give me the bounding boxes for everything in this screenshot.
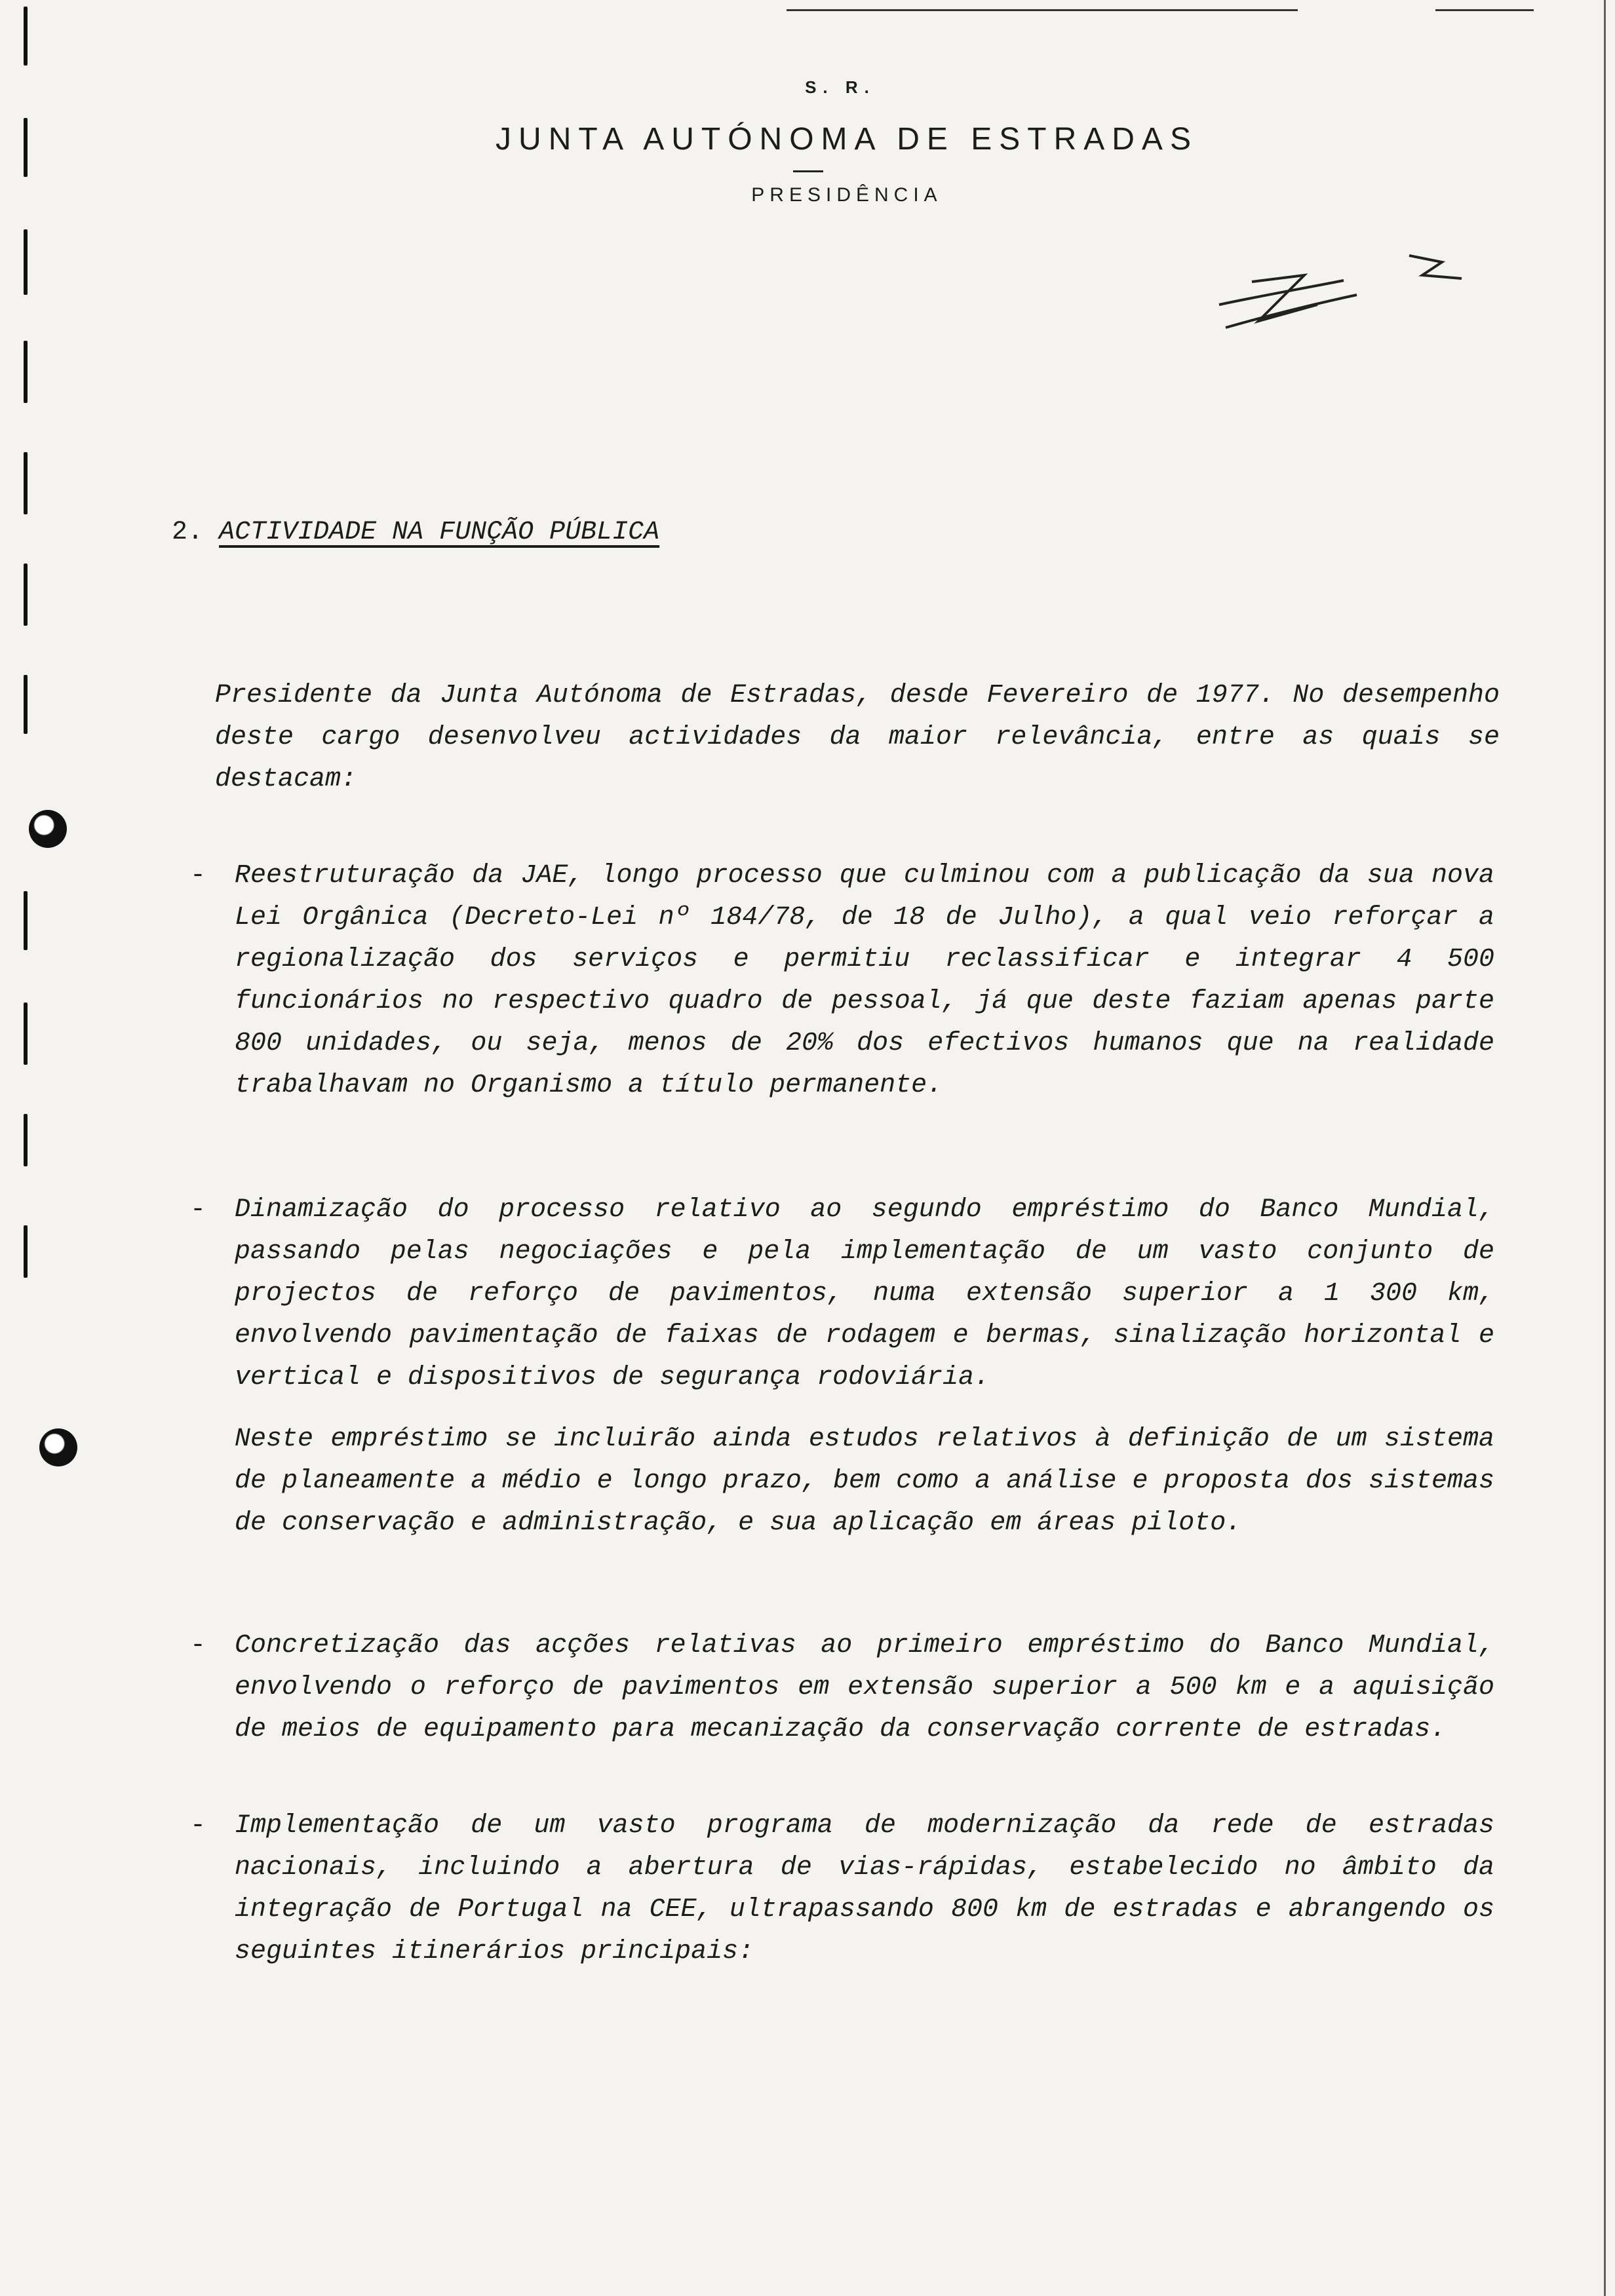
letterhead bbox=[0, 77, 1615, 206]
punch-hole bbox=[29, 810, 67, 848]
list-item bbox=[190, 1189, 1494, 1544]
list-bullet: - bbox=[190, 1631, 206, 1660]
list-item-text: Reestruturação da JAE, longo processo que culminou com a publicação da sua nova Lei Orgânica (Decreto-Lei nº 184/78, de 18 de Julho), a qual veio reforçar a regionalização dos serviços e permitiu reclassificar e integrar 4 500 funcionários no respectivo quadro de pessoal, já que deste faziam apenas parte 800 unidades, ou seja, menos de 20% dos efectivos humanos que na realidade trabalhavam no Organismo a título permanente. bbox=[235, 861, 1494, 1100]
section-number: 2. bbox=[172, 518, 204, 547]
list-bullet: - bbox=[190, 861, 206, 890]
section-heading bbox=[172, 518, 659, 547]
list-item-continuation: Neste empréstimo se incluirão ainda estudos relativos à definição de um sistema de planeamente a médio e longo prazo, bem como a análise e proposta dos sistemas de conservação e administração, e sua aplicação em áreas piloto. bbox=[235, 1425, 1494, 1538]
letterhead-organization: JUNTA AUTÓNOMA DE ESTRADAS bbox=[496, 122, 1198, 157]
list-item-text: Implementação de um vasto programa de modernização da rede de estradas nacionais, incluindo a abertura de vias-rápidas, estabelecido no âmbito da integração de Portugal na CEE, ultrapassando 800 km de estradas e abrangendo os seguintes itinerários principais: bbox=[235, 1811, 1494, 1966]
letterhead-department: PRESIDÊNCIA bbox=[751, 184, 943, 206]
list-item bbox=[190, 855, 1494, 1107]
letterhead-region: S. R. bbox=[805, 77, 876, 97]
list-item-text: Concretização das acções relativas ao primeiro empréstimo do Banco Mundial, envolvendo o reforço de pavimentos em extensão superior a 500 km e a aquisição de meios de equipamento para mecanização da conservação corrente de estradas. bbox=[235, 1631, 1494, 1744]
list-item bbox=[190, 1805, 1494, 1973]
punch-hole bbox=[39, 1428, 77, 1466]
list-item bbox=[190, 1625, 1494, 1751]
letterhead-divider bbox=[793, 170, 823, 172]
intro-paragraph: Presidente da Junta Autónoma de Estradas, desde Fevereiro de 1977. No desempenho deste cargo desenvolveu actividades da maior relevância, entre as quais se destacam: bbox=[215, 681, 1500, 794]
list-item-text: Dinamização do processo relativo ao segundo empréstimo do Banco Mundial, passando pelas negociações e pela implementação de um vasto conjunto de projectos de reforço de pavimentos, numa extensão superior a 1 300 km, envolvendo pavimentação de faixas de rodagem e bermas, sinalização horizontal e vertical e dispositivos de segurança rodoviária. bbox=[235, 1195, 1494, 1392]
list-bullet: - bbox=[190, 1195, 206, 1225]
list-bullet: - bbox=[190, 1811, 206, 1841]
scan-top-rule bbox=[787, 9, 1298, 11]
section-title: ACTIVIDADE NA FUNÇÃO PÚBLICA bbox=[219, 518, 660, 547]
scan-right-edge bbox=[1604, 0, 1606, 2296]
handwritten-initials bbox=[1213, 242, 1475, 347]
scan-top-rule bbox=[1435, 9, 1534, 11]
